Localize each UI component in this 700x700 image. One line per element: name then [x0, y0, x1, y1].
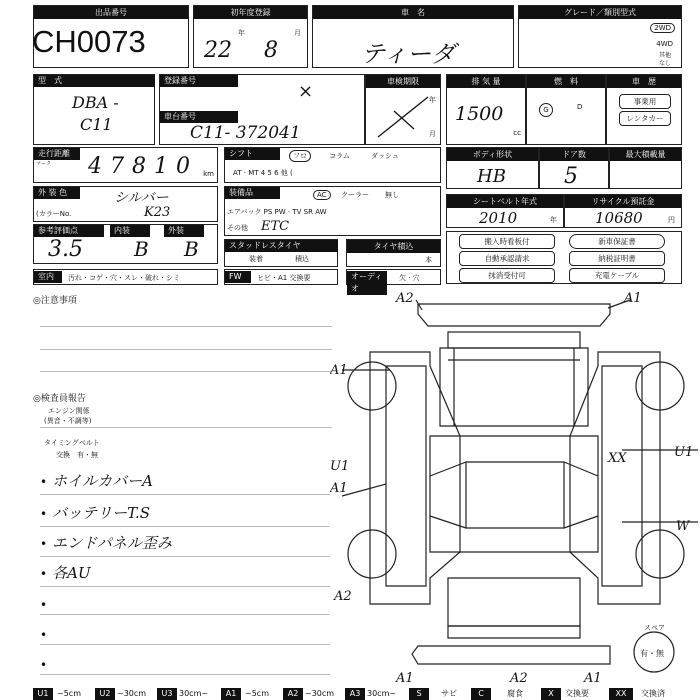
- displacement-label: 排 気 量: [447, 75, 525, 88]
- damage-mark: XX: [608, 451, 627, 466]
- legend-text: ~30cm: [117, 689, 147, 698]
- history-box: [606, 74, 682, 145]
- interior-grade-value: B: [134, 237, 149, 261]
- displacement-unit: cc: [513, 129, 521, 137]
- year-unit: 年: [238, 29, 245, 37]
- color-code-label: (カラーNo.: [36, 210, 72, 218]
- drive-other: 其他 なし: [658, 52, 671, 67]
- note-item: • バッテリーT.S: [40, 502, 330, 527]
- inspection-strike: [374, 93, 430, 141]
- chassis-label: 車台番号: [160, 111, 238, 123]
- damage-mark: A1: [584, 671, 602, 686]
- mileage-mark-label: マーク: [36, 161, 52, 167]
- note-item: •: [40, 624, 330, 645]
- exterior-grade-value: B: [184, 237, 199, 261]
- fuel-d: D: [577, 103, 583, 111]
- inspection-box: [365, 74, 441, 145]
- evaluation-label: 参考評価点: [34, 225, 104, 237]
- note-item: • エンドパネル歪み: [40, 532, 330, 557]
- damage-mark: A2: [334, 589, 352, 604]
- color-code-value: K23: [144, 205, 171, 220]
- audio-box: [346, 269, 441, 293]
- shift-line2: AT · MT 4 5 6 他 (: [233, 169, 293, 177]
- legend-text: 腐食: [507, 689, 523, 698]
- mileage-digit: 4: [88, 154, 102, 179]
- damage-mark: A2: [396, 291, 414, 306]
- engine-sub: (異音・不調等): [44, 417, 92, 425]
- mileage-digits: [88, 154, 198, 179]
- windshield-label: FW: [225, 271, 251, 283]
- damage-mark: A1: [624, 291, 642, 306]
- legend-text: 交換要: [565, 689, 589, 698]
- ruled-line: [40, 427, 332, 428]
- legend-text: サビ: [441, 689, 457, 698]
- ruled-line: [40, 326, 332, 327]
- note-item: • ホイルカバーA: [40, 470, 330, 495]
- history-rental: レンタカー: [619, 111, 671, 126]
- legend-code: U1: [33, 688, 53, 700]
- legend-code: U2: [95, 688, 115, 700]
- legend-text: 30cm~: [179, 689, 209, 698]
- doc-charging-cable: 充電ケーブル: [569, 268, 665, 283]
- damage-mark: A1: [330, 363, 348, 378]
- legend-code: U3: [157, 688, 177, 700]
- ruled-line: [40, 349, 332, 350]
- audio-text: 欠 · 穴: [399, 274, 420, 282]
- equip-other-value: ETC: [261, 219, 290, 234]
- windshield-box: [224, 269, 338, 285]
- model-type-value-2: C11: [80, 115, 113, 134]
- damage-mark: A1: [396, 671, 414, 686]
- interior-condition-text: 汚れ・コゲ・穴・スレ・破れ・シミ: [68, 274, 180, 282]
- note-item: •: [40, 594, 330, 615]
- timing-text: 交換 有・無: [56, 451, 98, 459]
- note-text: バッテリーT.S: [52, 504, 151, 522]
- recycle-unit: 円: [668, 216, 675, 224]
- body-value: HB: [477, 166, 506, 187]
- equipment-label: 装備品: [225, 187, 280, 199]
- legend-code: X: [541, 688, 561, 700]
- legend-code: C: [471, 688, 491, 700]
- legend-text: ~5cm: [57, 689, 81, 698]
- recycle-box: [564, 194, 682, 228]
- report-label: ◎検査員報告: [33, 394, 86, 404]
- registration-number-label: 登録番号: [160, 75, 238, 87]
- equip-ac: AC: [313, 190, 331, 200]
- history-business: 事業用: [619, 94, 671, 109]
- ruled-line: [40, 371, 332, 372]
- shift-column: コラム: [329, 152, 350, 160]
- note-text: 各AU: [52, 564, 91, 582]
- car-name-label: 車 名: [313, 6, 513, 19]
- inspection-year-unit: 年: [429, 96, 436, 104]
- note-item: • 各AU: [40, 562, 330, 587]
- load-label: 最大積載量: [610, 148, 681, 161]
- doc-sign-board: 搬入時看板付: [459, 234, 555, 249]
- lot-label: 出品番号: [34, 6, 188, 19]
- audio-label: オーディオ: [347, 271, 387, 295]
- body-label: ボディ形状: [447, 148, 538, 161]
- displacement-box: [446, 74, 526, 145]
- seatbelt-box: [446, 194, 564, 228]
- drive-4wd: 4WD: [656, 40, 673, 48]
- legend-code: A3: [345, 688, 365, 700]
- doors-label: ドア数: [540, 148, 608, 161]
- seatbelt-value: 2010: [479, 209, 518, 227]
- model-type-box: [33, 74, 155, 145]
- inspection-month-unit: 月: [429, 130, 436, 138]
- caution-label: ◎注意事項: [33, 296, 77, 306]
- evaluation-box: [33, 224, 218, 264]
- model-type-value-1: DBA -: [72, 93, 119, 112]
- fuel-g: G: [539, 103, 553, 117]
- shift-label: シフト: [225, 148, 280, 160]
- body-box: [446, 147, 539, 189]
- lot-box: [33, 5, 189, 68]
- first-registration-box: [193, 5, 308, 68]
- doc-auto-approval: 自動承認請求: [459, 251, 555, 266]
- legend-text: ~30cm: [305, 689, 335, 698]
- mileage-digit: 0: [176, 154, 190, 179]
- drive-2wd: 2WD: [650, 23, 675, 33]
- tire-label: タイヤ積込: [347, 240, 440, 253]
- engine-label: エンジン関係: [48, 407, 90, 415]
- equip-none: 無し: [385, 191, 399, 199]
- equip-line2: エアバック PS PW · TV SR AW: [227, 208, 327, 216]
- registration-number-value: ×: [298, 81, 314, 102]
- registration-month: 8: [264, 38, 278, 63]
- grade-box: [518, 5, 682, 68]
- mileage-box: [33, 147, 218, 183]
- equipment-box: [224, 186, 441, 236]
- chassis-value: C11- 372041: [190, 123, 301, 143]
- legend-code: XX: [609, 688, 633, 700]
- damage-mark: U1: [674, 445, 694, 460]
- mileage-label: 走行距離: [34, 148, 80, 160]
- color-label: 外 装 色: [34, 187, 80, 199]
- damage-mark: U1: [330, 459, 350, 474]
- studless-mounted: 装着: [249, 255, 263, 263]
- mileage-digit: 1: [154, 154, 168, 179]
- spare-label: スペア: [644, 624, 665, 632]
- displacement-value: 1500: [455, 103, 504, 125]
- tire-unit: 本: [425, 256, 432, 264]
- legend-text: ~5cm: [245, 689, 269, 698]
- studless-label: スタッドレスタイヤ: [225, 240, 338, 252]
- load-box: [609, 147, 682, 189]
- mileage-digit: 7: [110, 154, 124, 179]
- fuel-box: [526, 74, 606, 145]
- interior-condition-box: [33, 269, 218, 285]
- history-label: 車 歴: [607, 75, 681, 88]
- equip-cooler: クーラー: [341, 191, 369, 199]
- first-registration-label: 初年度登録: [194, 6, 307, 19]
- registration-year: 22: [204, 38, 232, 63]
- tire-box: [346, 239, 441, 267]
- shift-floor: フロ: [289, 150, 311, 162]
- legend-code: A2: [283, 688, 303, 700]
- note-text: エンドパネル歪み: [52, 534, 172, 552]
- documents-box: [446, 231, 682, 284]
- legend-code: S: [409, 688, 429, 700]
- damage-mark: W: [676, 519, 690, 534]
- note-item: •: [40, 654, 330, 675]
- recycle-value: 10680: [595, 209, 643, 227]
- model-type-label: 型 式: [34, 75, 155, 87]
- shift-box: [224, 147, 441, 183]
- interior-condition-label: 室内: [34, 271, 62, 283]
- registration-number-box: [159, 74, 365, 145]
- windshield-text: ヒビ・A1 交換要: [257, 274, 311, 282]
- doc-cancellation: 抹消受付可: [459, 268, 555, 283]
- seatbelt-label: シートベルト年式: [447, 195, 563, 208]
- interior-grade-label: 内装: [110, 225, 150, 237]
- legend-text: 30cm~: [367, 689, 397, 698]
- studless-loaded: 積込: [295, 255, 309, 263]
- fuel-label: 燃 料: [527, 75, 605, 88]
- mileage-digit: 8: [132, 154, 146, 179]
- car-name-box: [312, 5, 514, 68]
- studless-box: [224, 239, 338, 267]
- color-value: シルバー: [114, 190, 169, 206]
- color-box: [33, 186, 218, 222]
- equip-other-label: その他: [227, 224, 248, 232]
- doors-value: 5: [564, 164, 578, 189]
- evaluation-value: 3.5: [48, 237, 83, 262]
- doc-tax-certificate: 納税証明書: [569, 251, 665, 266]
- car-damage-diagram: [330, 286, 700, 686]
- timing-label: タイミングベルト: [44, 439, 100, 447]
- month-unit: 月: [294, 29, 301, 37]
- shift-dash: ダッシュ: [371, 152, 399, 160]
- damage-mark: A1: [330, 481, 348, 496]
- damage-mark: A2: [510, 671, 528, 686]
- doc-warranty: 新車保証書: [569, 234, 665, 249]
- grade-label: グレード／類別型式: [519, 6, 681, 19]
- legend-code: A1: [221, 688, 241, 700]
- seatbelt-unit: 年: [550, 216, 557, 224]
- recycle-label: リサイクル預託金: [565, 195, 681, 208]
- spare-option: 有・無: [640, 649, 664, 658]
- legend-text: 交換済: [641, 689, 665, 698]
- inspection-label: 車検期限: [366, 75, 440, 88]
- mileage-unit: km: [203, 170, 214, 178]
- car-name-value: ティーダ: [361, 40, 456, 68]
- note-text: ホイルカバーA: [52, 472, 154, 490]
- doors-box: [539, 147, 609, 189]
- lot-number: CH0073: [32, 24, 146, 59]
- exterior-grade-label: 外装: [164, 225, 204, 237]
